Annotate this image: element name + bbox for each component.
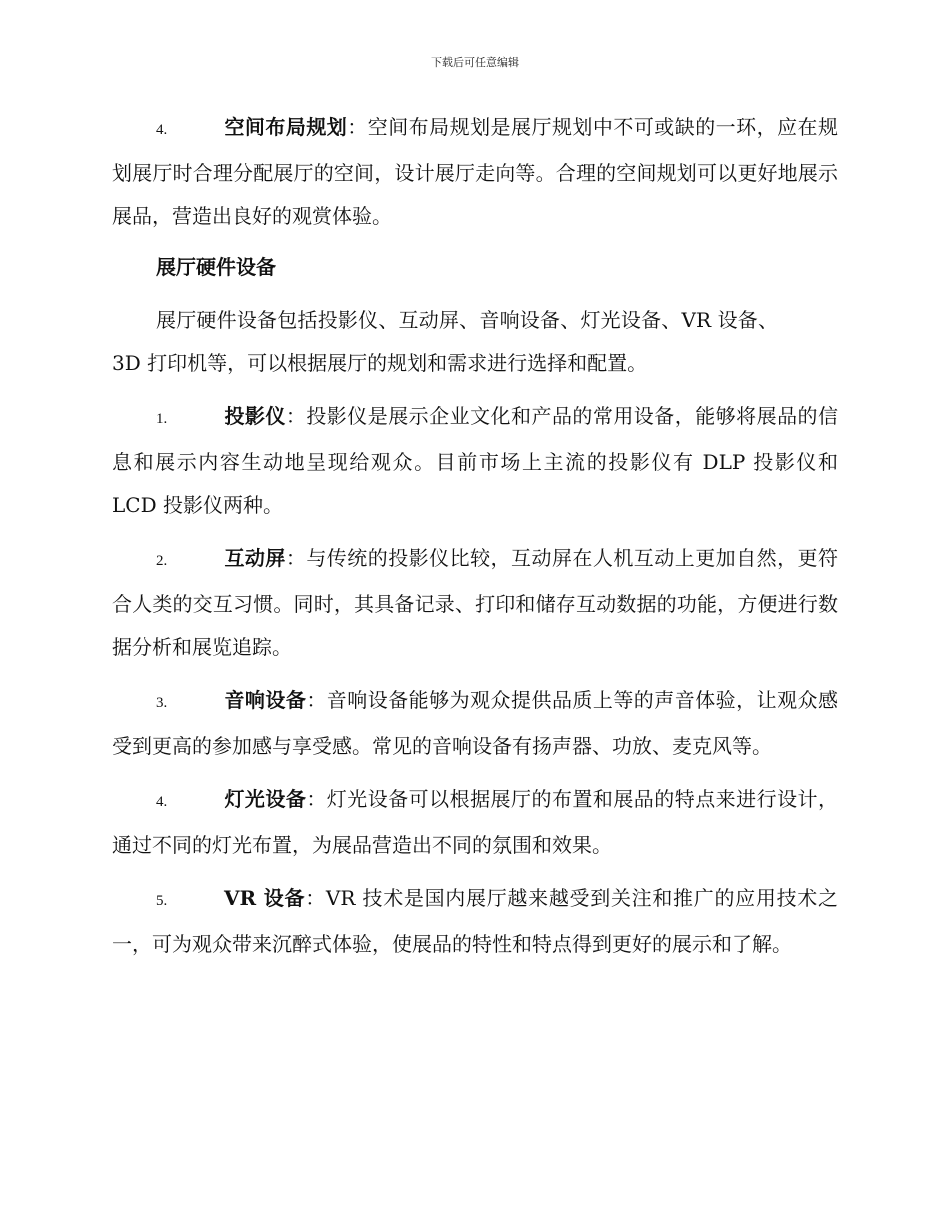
intro-paragraph: 展厅硬件设备包括投影仪、互动屏、音响设备、灯光设备、VR 设备、3D 打印机等，可以根据展厅的规划和需求进行选择和配置。 (112, 308, 778, 375)
list-item-title: 互动屏 (224, 546, 286, 570)
list-item-body: ：与传统的投影仪比较，互动屏在人机互动上更加自然，更符合人类的交互习惯。同时，其具备记录、打印和储存互动数据的功能，方便进行数据分析和展览追踪。 (112, 546, 839, 659)
list-item-body: ：VR 技术是国内展厅越来越受到关注和推广的应用技术之一，可为观众带来沉醉式体验，使展品的特性和特点得到更好的展示和了解。 (112, 886, 838, 956)
list-item-body: ：灯光设备可以根据展厅的布置和展品的特点来进行设计，通过不同的灯光布置，为展品营造出不同的氛围和效果。 (112, 787, 839, 857)
list-item-touchscreen (112, 537, 838, 669)
section-heading: 展厅硬件设备 (156, 255, 276, 279)
list-item-vr (112, 877, 838, 966)
list-item-number: 2. (156, 553, 168, 569)
list-item-body: ：投影仪是展示企业文化和产品的常用设备，能够将展品的信息和展示内容生动地呈现给观众。目前市场上主流的投影仪有 DLP 投影仪和 LCD 投影仪两种。 (112, 404, 839, 517)
list-item-number: 1. (156, 411, 168, 427)
list-item-number: 3. (156, 695, 168, 711)
list-item-body: ：音响设备能够为观众提供品质上等的声音体验，让观众感受到更高的参加感与享受感。常见的音响设备有扬声器、功放、麦克风等。 (112, 688, 839, 758)
list-item-title: 空间布局规划 (224, 115, 348, 139)
list-item-lighting (112, 778, 838, 867)
document-body (112, 106, 838, 976)
list-item-title: 音响设备 (224, 688, 307, 712)
list-item-audio (112, 679, 838, 768)
list-item-projector (112, 395, 838, 527)
list-item-number: 4. (156, 794, 168, 810)
list-item-title: 灯光设备 (224, 787, 307, 811)
list-item-title: 投影仪 (224, 404, 286, 428)
list-item-title: VR 设备 (224, 886, 306, 910)
list-item-body: ：空间布局规划是展厅规划中不可或缺的一环，应在规划展厅时合理分配展厅的空间，设计展厅走向等。合理的空间规划可以更好地展示展品，营造出良好的观赏体验。 (112, 115, 839, 228)
page-header: 下载后可任意编辑 (431, 56, 519, 69)
list-item-number: 4. (156, 122, 168, 138)
list-item-number: 5. (156, 893, 168, 909)
list-item-space-layout (112, 106, 838, 238)
